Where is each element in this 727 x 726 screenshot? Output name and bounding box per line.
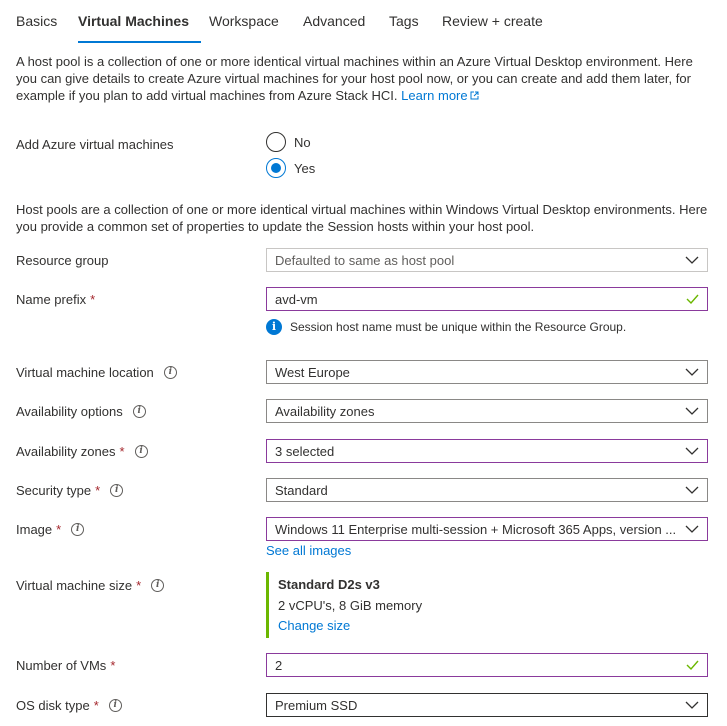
os-disk-dropdown[interactable] — [266, 693, 708, 717]
chevron-down-icon — [677, 440, 707, 462]
info-icon[interactable]: i — [109, 699, 122, 712]
required-asterisk: * — [119, 444, 125, 459]
availability-options-label-text: Availability options — [16, 404, 123, 419]
change-size-link[interactable]: Change size — [278, 618, 351, 633]
vm-location-label-text: Virtual machine location — [16, 365, 154, 380]
os-disk-label — [16, 698, 122, 713]
radio-no[interactable] — [266, 132, 311, 152]
availability-zones-label — [16, 444, 148, 459]
name-prefix-input[interactable] — [266, 287, 708, 311]
resource-group-dropdown[interactable] — [266, 248, 708, 272]
chevron-down-icon — [677, 694, 707, 716]
tab-advanced[interactable]: Advanced — [303, 13, 366, 29]
image-label — [16, 522, 84, 537]
required-asterisk: * — [95, 483, 101, 498]
radio-yes-circle[interactable] — [266, 158, 286, 178]
num-vms-label-text: Number of VMs — [16, 658, 107, 673]
vm-size-name: Standard D2s v3 — [278, 577, 380, 592]
resource-group-label-text: Resource group — [16, 253, 109, 268]
info-icon[interactable]: i — [71, 523, 84, 536]
host-pool-description: Host pools are a collection of one or more identical virtual machines within Windows Virtual Desktop environments. Here you provide a common set of properties to update the Session hosts within your host pool. — [16, 202, 708, 234]
security-type-value: Standard — [275, 482, 328, 498]
required-asterisk: * — [56, 522, 62, 537]
radio-yes[interactable] — [266, 158, 315, 178]
see-all-images-link[interactable]: See all images — [266, 543, 352, 558]
tab-workspace[interactable]: Workspace — [209, 13, 279, 29]
num-vms-input[interactable] — [266, 653, 708, 677]
vm-location-label — [16, 365, 177, 380]
chevron-down-icon — [677, 361, 707, 383]
vm-location-dropdown[interactable] — [266, 360, 708, 384]
availability-options-label — [16, 404, 146, 419]
vm-size-label-text: Virtual machine size — [16, 578, 133, 593]
info-icon[interactable]: i — [151, 579, 164, 592]
os-disk-value: Premium SSD — [275, 697, 358, 713]
tab-virtual-machines[interactable]: Virtual Machines — [78, 13, 190, 29]
info-icon[interactable]: i — [135, 445, 148, 458]
intro-text: A host pool is a collection of one or more identical virtual machines within an Azure Virtual Desktop environment. Here you can give details to create Azure virtual machines for your host pool now, or you can create and add them later, for example if you plan to add virtual machines from Azure Stack HCI. — [16, 54, 693, 103]
name-prefix-note-text: Session host name must be unique within the Resource Group. — [290, 320, 627, 334]
vm-location-value: West Europe — [275, 364, 350, 380]
vm-size-label — [16, 578, 164, 593]
name-prefix-label — [16, 292, 95, 307]
availability-zones-dropdown[interactable] — [266, 439, 708, 463]
required-asterisk: * — [93, 698, 99, 713]
radio-yes-label: Yes — [294, 160, 316, 176]
radio-no-circle[interactable] — [266, 132, 286, 152]
image-label-text: Image — [16, 522, 53, 537]
security-type-label — [16, 483, 123, 498]
resource-group-value: Defaulted to same as host pool — [275, 252, 455, 268]
required-asterisk: * — [90, 292, 96, 307]
add-vms-label: Add Azure virtual machines — [16, 137, 174, 152]
availability-options-dropdown[interactable] — [266, 399, 708, 423]
radio-no-label: No — [294, 134, 311, 150]
chevron-down-icon — [677, 400, 707, 422]
checkmark-icon — [677, 288, 707, 310]
required-asterisk: * — [136, 578, 142, 593]
availability-zones-label-text: Availability zones — [16, 444, 116, 459]
tab-bar — [16, 0, 716, 44]
info-icon[interactable]: i — [164, 366, 177, 379]
learn-more-link[interactable]: Learn more — [401, 88, 468, 103]
security-type-label-text: Security type — [16, 483, 92, 498]
image-value: Windows 11 Enterprise multi-session + Microsoft 365 Apps, version ... — [275, 521, 677, 537]
info-icon[interactable]: i — [133, 405, 146, 418]
availability-options-value: Availability zones — [275, 403, 375, 419]
vm-size-summary — [266, 572, 466, 638]
active-tab-indicator — [78, 41, 201, 43]
chevron-down-icon — [677, 249, 707, 271]
vm-size-spec: 2 vCPU's, 8 GiB memory — [278, 598, 423, 613]
tab-tags[interactable]: Tags — [389, 13, 419, 29]
chevron-down-icon — [677, 479, 707, 501]
required-asterisk: * — [110, 658, 116, 673]
info-filled-icon: i — [266, 319, 282, 335]
intro-paragraph — [16, 53, 716, 104]
chevron-down-icon — [677, 518, 707, 540]
resource-group-label — [16, 253, 109, 268]
name-prefix-note — [266, 319, 626, 335]
security-type-dropdown[interactable] — [266, 478, 708, 502]
info-icon[interactable]: i — [110, 484, 123, 497]
os-disk-label-text: OS disk type — [16, 698, 90, 713]
availability-zones-value: 3 selected — [275, 443, 335, 459]
tab-basics[interactable]: Basics — [16, 13, 58, 29]
external-link-icon — [470, 91, 479, 100]
num-vms-label — [16, 658, 115, 673]
image-dropdown[interactable] — [266, 517, 708, 541]
tab-review-create[interactable]: Review + create — [442, 13, 543, 29]
checkmark-icon — [677, 654, 707, 676]
num-vms-value: 2 — [275, 657, 283, 673]
name-prefix-value: avd-vm — [275, 291, 318, 307]
name-prefix-label-text: Name prefix — [16, 292, 87, 307]
